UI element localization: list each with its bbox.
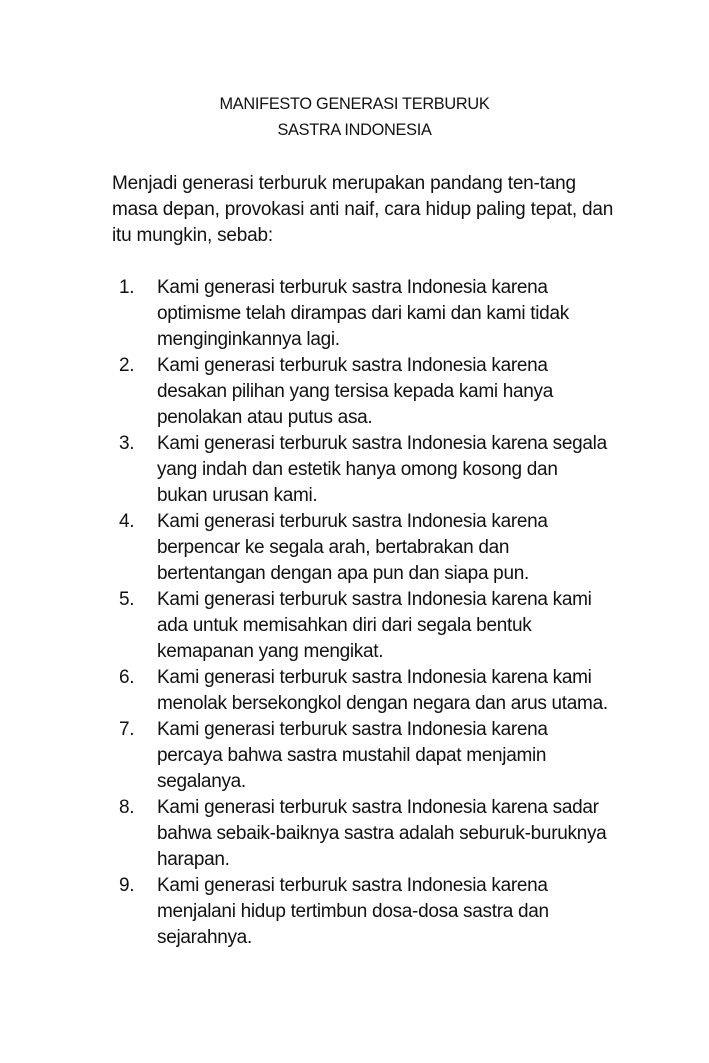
list-item-number: 3. [119,433,135,454]
list-item-text [157,795,632,873]
list-item-number: 2. [119,355,135,376]
list-item-text [157,665,632,717]
list-item-number: 5. [119,589,135,610]
intro-line: itu mungkin, sebab: [112,225,273,246]
title-line-2: SASTRA INDONESIA [277,120,432,139]
document-title [14,91,695,143]
list-item [112,717,632,795]
list-item [112,275,632,353]
list-item-line: Kami generasi terburuk sastra Indonesia karena segala [157,433,607,454]
list-item-line: ada untuk memisahkan diri dari segala bentuk [157,615,532,636]
list-item-number: 8. [119,797,135,818]
list-item-number: 7. [119,719,135,740]
list-item-line: Kami generasi terburuk sastra Indonesia karena [157,355,548,376]
list-item-line: penolakan atau putus asa. [157,407,373,428]
list-item-line: Kami generasi terburuk sastra Indonesia karena kami [157,667,592,688]
list-item [112,665,632,717]
list-item-line: Kami generasi terburuk sastra Indonesia karena sadar [157,797,599,818]
list-item-text [157,431,632,509]
list-item-text [157,509,632,587]
list-item-line: menginginkannya lagi. [157,329,340,350]
list-item-text [157,587,632,665]
list-item [112,795,632,873]
list-item-line: desakan pilihan yang tersisa kepada kami hanya [157,381,554,402]
list-item-text [157,717,632,795]
list-item-number: 4. [119,511,135,532]
list-item-line: bahwa sebaik-baiknya sastra adalah seburuk-buruknya [157,823,607,844]
list-item-line: berpencar ke segala arah, bertabrakan dan [157,537,510,558]
list-item-number: 1. [119,277,135,298]
list-item-line: Kami generasi terburuk sastra Indonesia karena [157,875,548,896]
title-line-1: MANIFESTO GENERASI TERBURUK [219,94,490,113]
list-item [112,353,632,431]
list-item-line: yang indah dan estetik hanya omong kosong dan [157,459,558,480]
list-item-line: segalanya. [157,771,246,792]
list-item-text [157,275,632,353]
list-item-number: 9. [119,875,135,896]
list-item-text [157,873,632,951]
list-item-text [157,353,632,431]
list-item-line: Kami generasi terburuk sastra Indonesia karena kami [157,589,592,610]
intro-line: Menjadi generasi terburuk merupakan pandang ten-tang [112,173,576,194]
list-item-line: kemapanan yang mengikat. [157,641,384,662]
intro-paragraph [112,171,632,249]
list-item-line: bukan urusan kami. [157,485,318,506]
list-item-line: harapan. [157,849,230,870]
list-item-line: Kami generasi terburuk sastra Indonesia karena [157,719,548,740]
list-item [112,431,632,509]
list-item-line: bertentangan dengan apa pun dan siapa pun. [157,563,529,584]
list-item [112,509,632,587]
list-item [112,587,632,665]
list-item-line: menolak bersekongkol dengan negara dan arus utama. [157,693,608,714]
intro-line: masa depan, provokasi anti naif, cara hidup paling tepat, dan [112,199,614,220]
list-item-number: 6. [119,667,135,688]
list-item-line: menjalani hidup tertimbun dosa-dosa sastra dan [157,901,549,922]
list-item-line: Kami generasi terburuk sastra Indonesia karena [157,511,548,532]
list-item-line: percaya bahwa sastra mustahil dapat menjamin [157,745,547,766]
list-item-line: optimisme telah dirampas dari kami dan kami tidak [157,303,569,324]
list-item [112,873,632,951]
list-item-line: sejarahnya. [157,927,252,948]
list-item-line: Kami generasi terburuk sastra Indonesia karena [157,277,548,298]
manifesto-list [112,275,632,951]
